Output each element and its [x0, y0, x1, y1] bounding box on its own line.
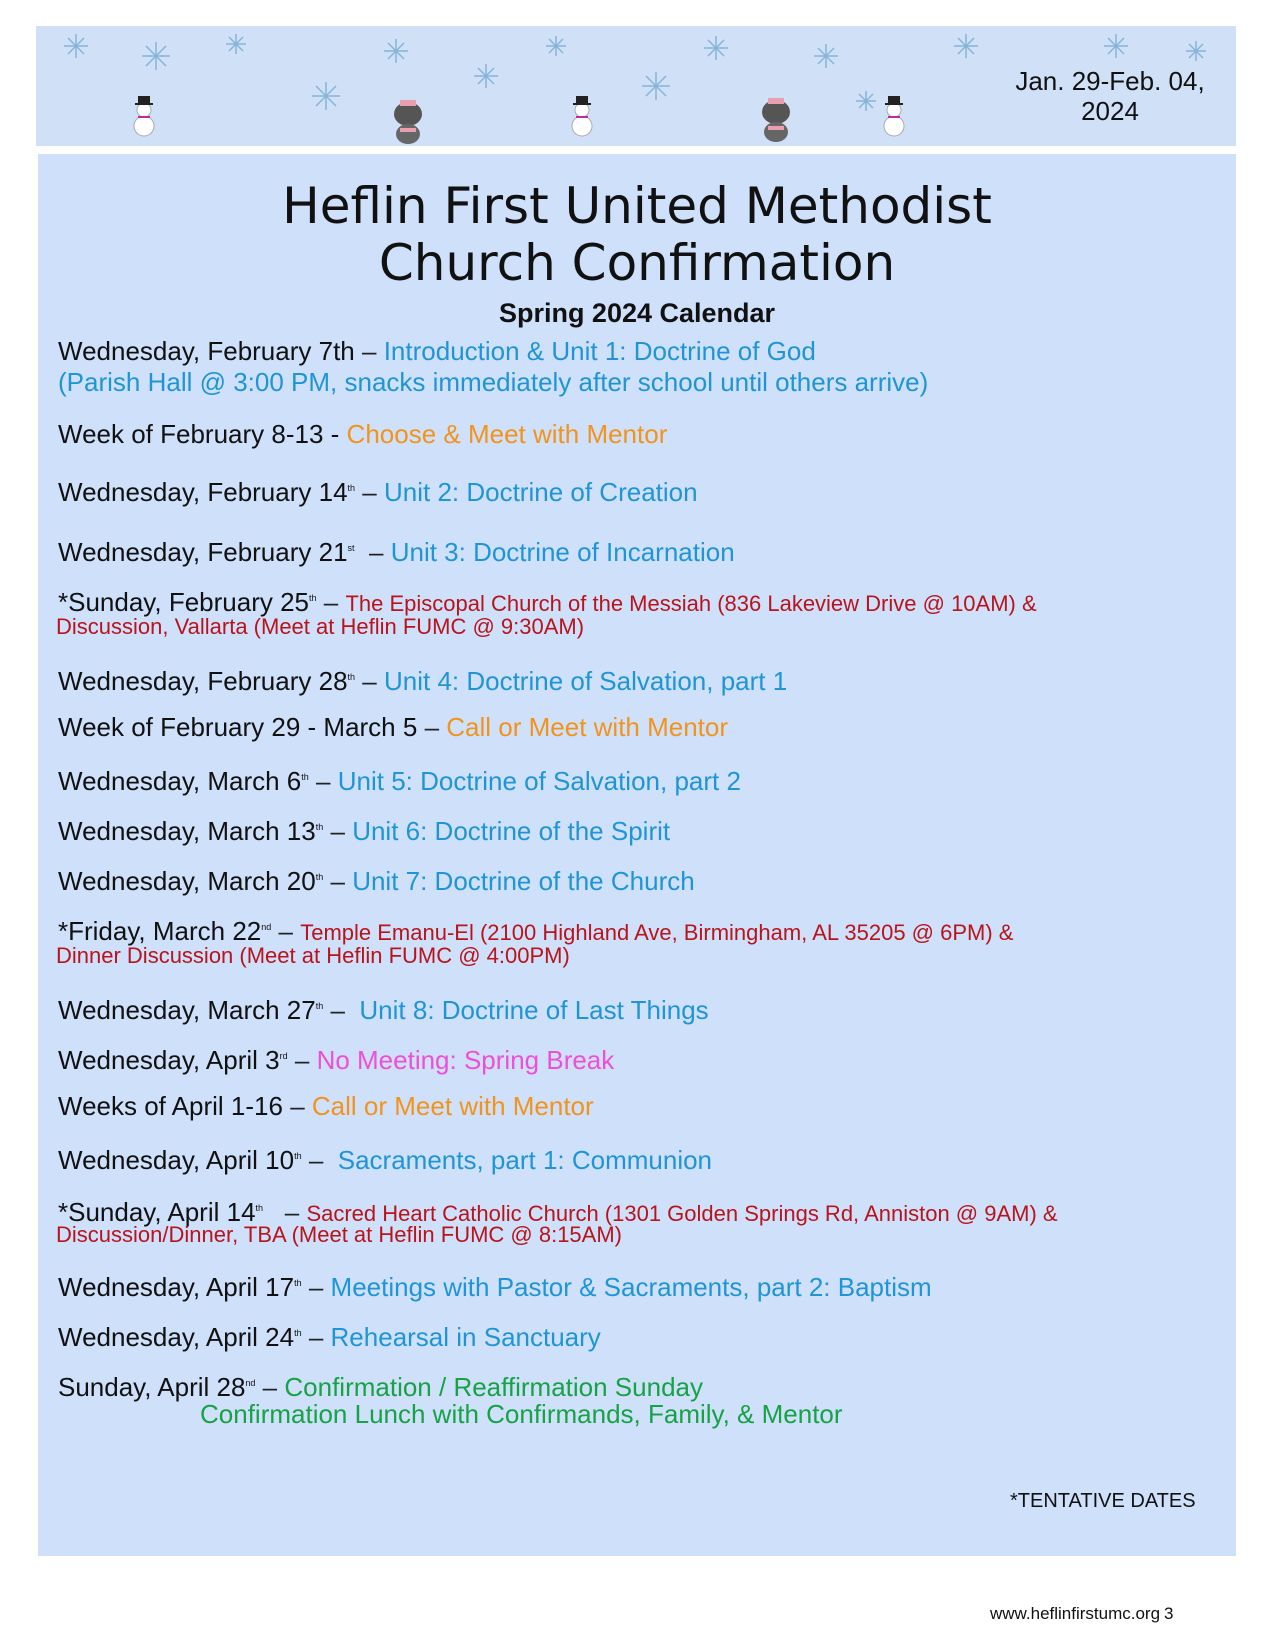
event-description: Unit 7: Doctrine of the Church: [352, 866, 695, 896]
event-detail: Confirmation Lunch with Confirmands, Family, & Mentor: [200, 1399, 843, 1429]
ordinal-suffix: nd: [261, 922, 272, 932]
event-dash: –: [290, 1091, 305, 1121]
ordinal-suffix: th: [294, 1278, 302, 1288]
event-row: [58, 1040, 614, 1076]
event-description: Unit 4: Doctrine of Salvation, part 1: [383, 666, 788, 696]
event-dash: –: [278, 916, 293, 946]
event-row: [58, 811, 670, 847]
snowflake-icon: [384, 39, 408, 63]
event-date: *Sunday, February 25: [58, 587, 309, 617]
event-description: Unit 2: Doctrine of Creation: [383, 477, 698, 507]
event-description: No Meeting: Spring Break: [316, 1045, 615, 1075]
event-detail: Discussion/Dinner, TBA (Meet at Heflin FUMC @ 8:15AM): [56, 1222, 622, 1247]
event-dash: –: [323, 587, 339, 617]
event-dash: –: [308, 1145, 324, 1175]
event-date: Sunday, April 28: [58, 1372, 246, 1402]
event-description: Call or Meet with Mentor: [311, 1091, 594, 1121]
ordinal-suffix: th: [315, 1001, 324, 1011]
event-row: [58, 661, 787, 697]
event-description: Rehearsal in Sanctuary: [330, 1322, 601, 1352]
event-date: Wednesday, February 21: [58, 537, 348, 567]
ordinal-suffix: th: [294, 1151, 302, 1161]
event-row: [58, 418, 667, 450]
snowflake-icon: [546, 36, 566, 56]
snowflake-icon: [312, 82, 340, 110]
event-dash: –: [308, 1272, 324, 1302]
event-date: Wednesday, March 13: [58, 816, 316, 846]
ordinal-suffix: th: [347, 672, 356, 682]
event-description: Sacraments, part 1: Communion: [337, 1145, 713, 1175]
event-description: Unit 6: Doctrine of the Spirit: [352, 816, 671, 846]
event-description: Temple Emanu-El (2100 Highland Ave, Birmingham, AL 35205 @ 6PM) &: [300, 920, 1014, 945]
event-row: [58, 1090, 594, 1122]
event-description: The Episcopal Church of the Messiah (836 Lakeview Drive @ 10AM) &: [345, 591, 1037, 616]
event-date: Wednesday, April 17: [58, 1272, 295, 1302]
event-date: Wednesday, February 7th: [58, 336, 355, 366]
tentative-note: *TENTATIVE DATES: [1010, 1490, 1196, 1512]
ordinal-suffix: st: [347, 543, 355, 553]
event-dash: –: [424, 712, 440, 742]
snowflake-icon: [704, 36, 728, 60]
event-dash: –: [316, 766, 331, 796]
issue-date-line1: Jan. 29-Feb. 04,: [1015, 66, 1205, 96]
raccoon-icon: [762, 98, 790, 142]
event-date: Wednesday, February 14: [58, 477, 348, 507]
issue-date-line2: 2024: [1081, 96, 1139, 126]
event-row: [58, 1140, 712, 1176]
event-row: [58, 472, 698, 508]
event-dash: –: [330, 866, 345, 896]
page-subtitle: Spring 2024 Calendar: [498, 298, 776, 328]
snowman-icon: [884, 96, 904, 136]
snowflake-icon: [1186, 41, 1206, 61]
snowman-icon: [134, 96, 154, 136]
event-row: [58, 1317, 601, 1353]
event-description: Choose & Meet with Mentor: [346, 419, 668, 449]
event-dash: –: [330, 816, 345, 846]
event-date: Week of February 29 - March 5: [58, 712, 418, 742]
ordinal-suffix: th: [294, 1328, 302, 1338]
event-dash: –: [362, 666, 377, 696]
event-description: Meetings with Pastor & Sacraments, part 2: Baptism: [330, 1272, 932, 1302]
snowflake-icon: [814, 44, 838, 68]
event-row: [58, 861, 695, 897]
event-row: [58, 532, 735, 568]
page-title-line2: Church Confirmation: [378, 234, 896, 292]
event-row: [58, 711, 728, 743]
event-dash: –: [362, 477, 377, 507]
event-description: Unit 8: Doctrine of Last Things: [359, 995, 709, 1025]
ordinal-suffix: nd: [245, 1378, 256, 1388]
event-date: Wednesday, March 20: [58, 866, 316, 896]
event-detail: (Parish Hall @ 3:00 PM, snacks immediately after school until others arrive): [58, 367, 929, 397]
event-row: [58, 1267, 932, 1303]
ordinal-suffix: th: [255, 1203, 264, 1213]
event-date: Week of February 8-13 -: [58, 419, 340, 449]
event-row: [58, 990, 709, 1026]
ordinal-suffix: th: [309, 593, 317, 603]
event-row: [58, 761, 741, 797]
page-number: 3: [1164, 1604, 1174, 1623]
event-date: Wednesday, April 24: [58, 1322, 295, 1352]
event-date: *Sunday, April 14: [58, 1197, 256, 1227]
event-date: Weeks of April 1-16: [58, 1091, 283, 1121]
event-description: Confirmation / Reaffirmation Sunday: [284, 1372, 703, 1402]
snowflake-icon: [64, 34, 88, 58]
event-dash: –: [330, 995, 345, 1025]
snowflake-icon: [642, 72, 670, 100]
snowflake-icon: [954, 34, 978, 58]
event-detail: Dinner Discussion (Meet at Heflin FUMC @ 4:00PM): [56, 943, 570, 968]
ordinal-suffix: th: [301, 772, 309, 782]
event-dash: –: [284, 1197, 300, 1227]
page-title-line1: Heflin First United Methodist: [282, 177, 992, 235]
snowflake-icon: [856, 91, 876, 111]
ordinal-suffix: th: [315, 872, 324, 882]
event-dash: –: [262, 1372, 278, 1402]
event-dash: –: [308, 1322, 324, 1352]
ordinal-suffix: th: [315, 822, 324, 832]
event-dash: –: [362, 336, 377, 366]
website-link[interactable]: www.heflinfirstumc.org: [990, 1604, 1161, 1623]
event-detail: Discussion, Vallarta (Meet at Heflin FUMC @ 9:30AM): [56, 614, 585, 639]
snowflake-icon: [1104, 34, 1128, 58]
raccoon-icon: [394, 100, 422, 144]
event-date: *Friday, March 22: [58, 916, 262, 946]
event-description: Sacred Heart Catholic Church (1301 Golden Springs Rd, Anniston @ 9AM) &: [306, 1201, 1058, 1226]
snowman-icon: [572, 96, 592, 136]
snowflake-icon: [226, 34, 246, 54]
event-description: Introduction & Unit 1: Doctrine of God: [383, 336, 816, 366]
event-description: Unit 3: Doctrine of Incarnation: [390, 537, 735, 567]
event-date: Wednesday, March 27: [58, 995, 316, 1025]
event-date: Wednesday, April 3: [58, 1045, 280, 1075]
ordinal-suffix: rd: [279, 1051, 288, 1061]
event-date: Wednesday, April 10: [58, 1145, 295, 1175]
event-description: Unit 5: Doctrine of Salvation, part 2: [337, 766, 741, 796]
issue-date: [990, 66, 1230, 126]
ordinal-suffix: th: [347, 483, 356, 493]
event-date: Wednesday, February 28: [58, 666, 348, 696]
event-dash: –: [369, 537, 384, 567]
snowflake-icon: [474, 64, 498, 88]
event-row: [58, 335, 816, 367]
snowflake-icon: [142, 42, 170, 70]
event-dash: –: [294, 1045, 310, 1075]
event-date: Wednesday, March 6: [58, 766, 302, 796]
event-description: Call or Meet with Mentor: [446, 712, 729, 742]
